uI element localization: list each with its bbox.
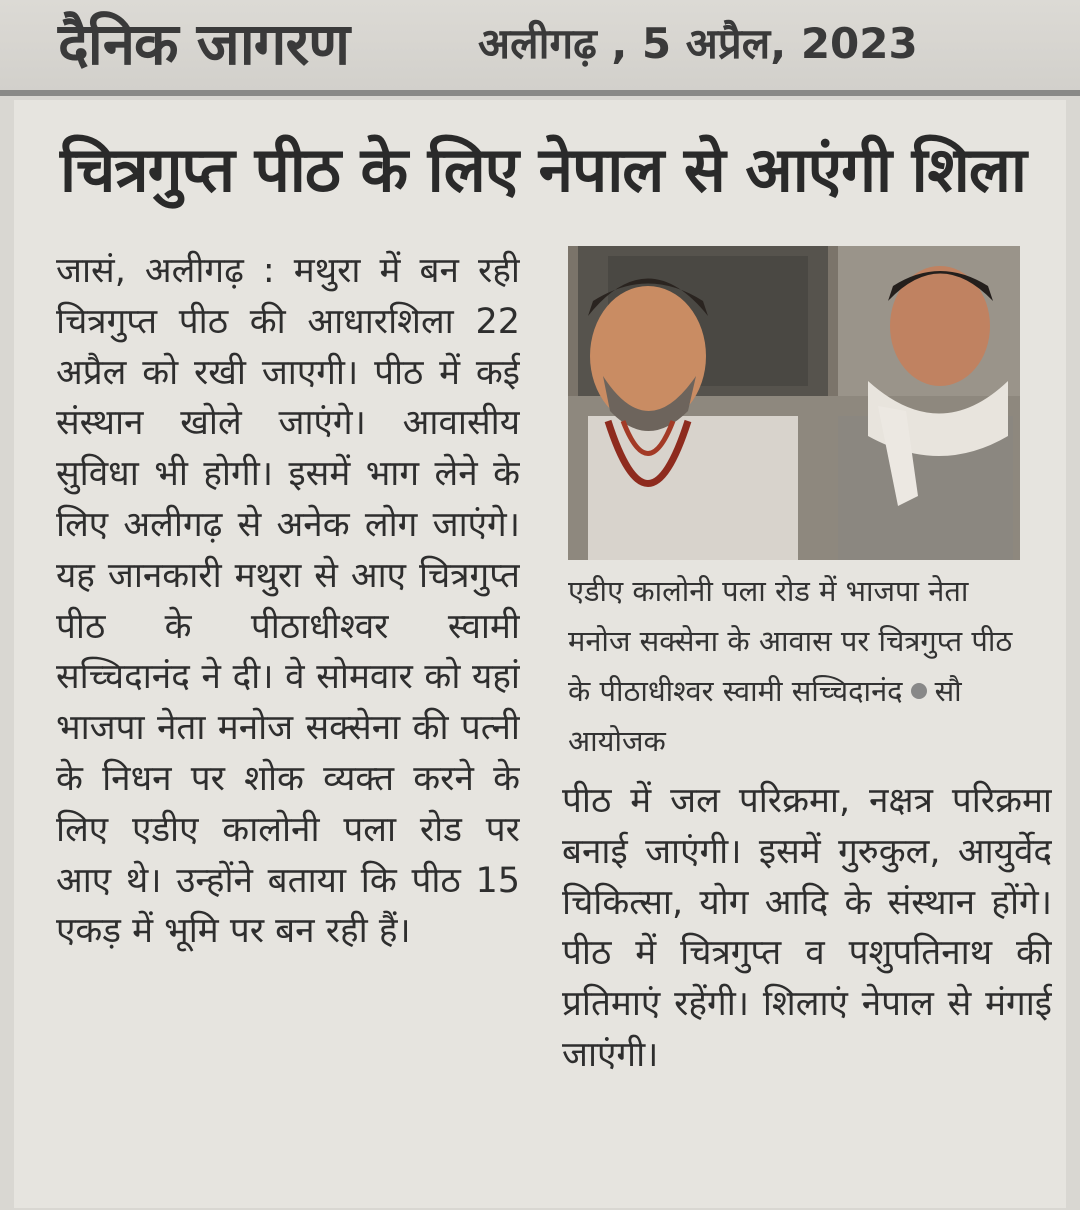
bullet-icon [911, 683, 927, 699]
dateline: अलीगढ़ , 5 अप्रैल, 2023 [478, 19, 918, 68]
article-photo [568, 246, 1020, 560]
photo-caption [568, 566, 1024, 766]
photo-credit: सौ आयोजक [568, 674, 962, 758]
article-body-left: जासं, अलीगढ़ : मथुरा में बन रही चित्रगुप्त पीठ की आधारशिला 22 अप्रैल को रखी जाएगी। पीठ में कई संस्थान खोले जाएंगे। आवासीय सुविधा भी होगी। इसमें भाग लेने के लिए अलीगढ़ से अनेक लोग जाएंगे। यह जानकारी मथुरा से आए चित्रगुप्त पीठ के पीठाधीश्वर स्वामी सच्चिदानंद ने दी। वे सोमवार को यहां भाजपा नेता मनोज सक्सेना की पत्नी के निधन पर शोक व्यक्त करने के लिए एडीए कालोनी पला रोड पर आए थे। उन्होंने बताया कि पीठ 15 एकड़ में भूमि पर बन रही हैं। [56, 251, 520, 952]
masthead [0, 0, 1080, 92]
article-headline: चित्रगुप्त पीठ के लिए नेपाल से आएंगी शिला [60, 133, 1026, 206]
caption-text: एडीए कालोनी पला रोड में भाजपा नेता मनोज सक्सेना के आवास पर चित्रगुप्त पीठ के पीठाधीश्वर स्वामी सच्चिदानंद [568, 574, 1013, 708]
newspaper-brand: दैनिक जागरण [58, 10, 350, 78]
masthead-rule [0, 90, 1080, 96]
article-body-right: पीठ में जल परिक्रमा, नक्षत्र परिक्रमा बनाई जाएंगी। इसमें गुरुकुल, आयुर्वेद चिकित्सा, योग आदि के संस्थान होंगे। पीठ में चित्रगुप्त व पशुपतिनाथ की प्रतिमाएं रहेंगी। शिलाएं नेपाल से मंगाई जाएंगी। [562, 781, 1052, 1075]
